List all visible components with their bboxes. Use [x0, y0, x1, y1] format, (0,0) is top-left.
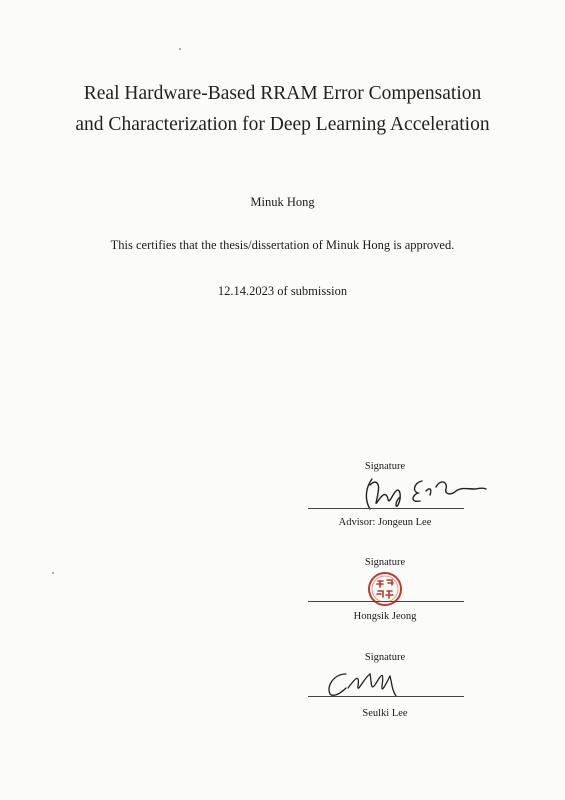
signature-label: Signature — [364, 461, 406, 472]
author-name: Minuk Hong — [250, 195, 315, 209]
certification-statement: This certifies that the thesis/dissertation of Minuk Hong is approved. — [110, 238, 455, 252]
signature-block-advisor — [300, 461, 470, 536]
signer-name-advisor: Advisor: Jongeun Lee — [338, 517, 432, 528]
signature-line — [308, 696, 464, 697]
signature-line — [308, 508, 464, 509]
paper-speck — [179, 48, 181, 50]
signature-label: Signature — [364, 652, 406, 663]
red-seal-stamp — [366, 570, 404, 608]
submission-date: 12.14.2023 of submission — [217, 284, 348, 298]
signature-block-hongsik-jeong — [300, 557, 470, 632]
signature-block-seulki-lee — [300, 652, 470, 727]
thesis-title-line-2: and Characterization for Deep Learning Acceleration — [75, 114, 490, 135]
signature-label: Signature — [364, 557, 406, 568]
thesis-title — [0, 78, 565, 140]
signer-name-hongsik-jeong: Hongsik Jeong — [353, 611, 417, 622]
signature-line — [308, 601, 464, 602]
paper-speck — [52, 572, 54, 574]
thesis-title-line-1: Real Hardware-Based RRAM Error Compensation — [83, 83, 482, 104]
signer-name-seulki-lee: Seulki Lee — [362, 708, 408, 719]
